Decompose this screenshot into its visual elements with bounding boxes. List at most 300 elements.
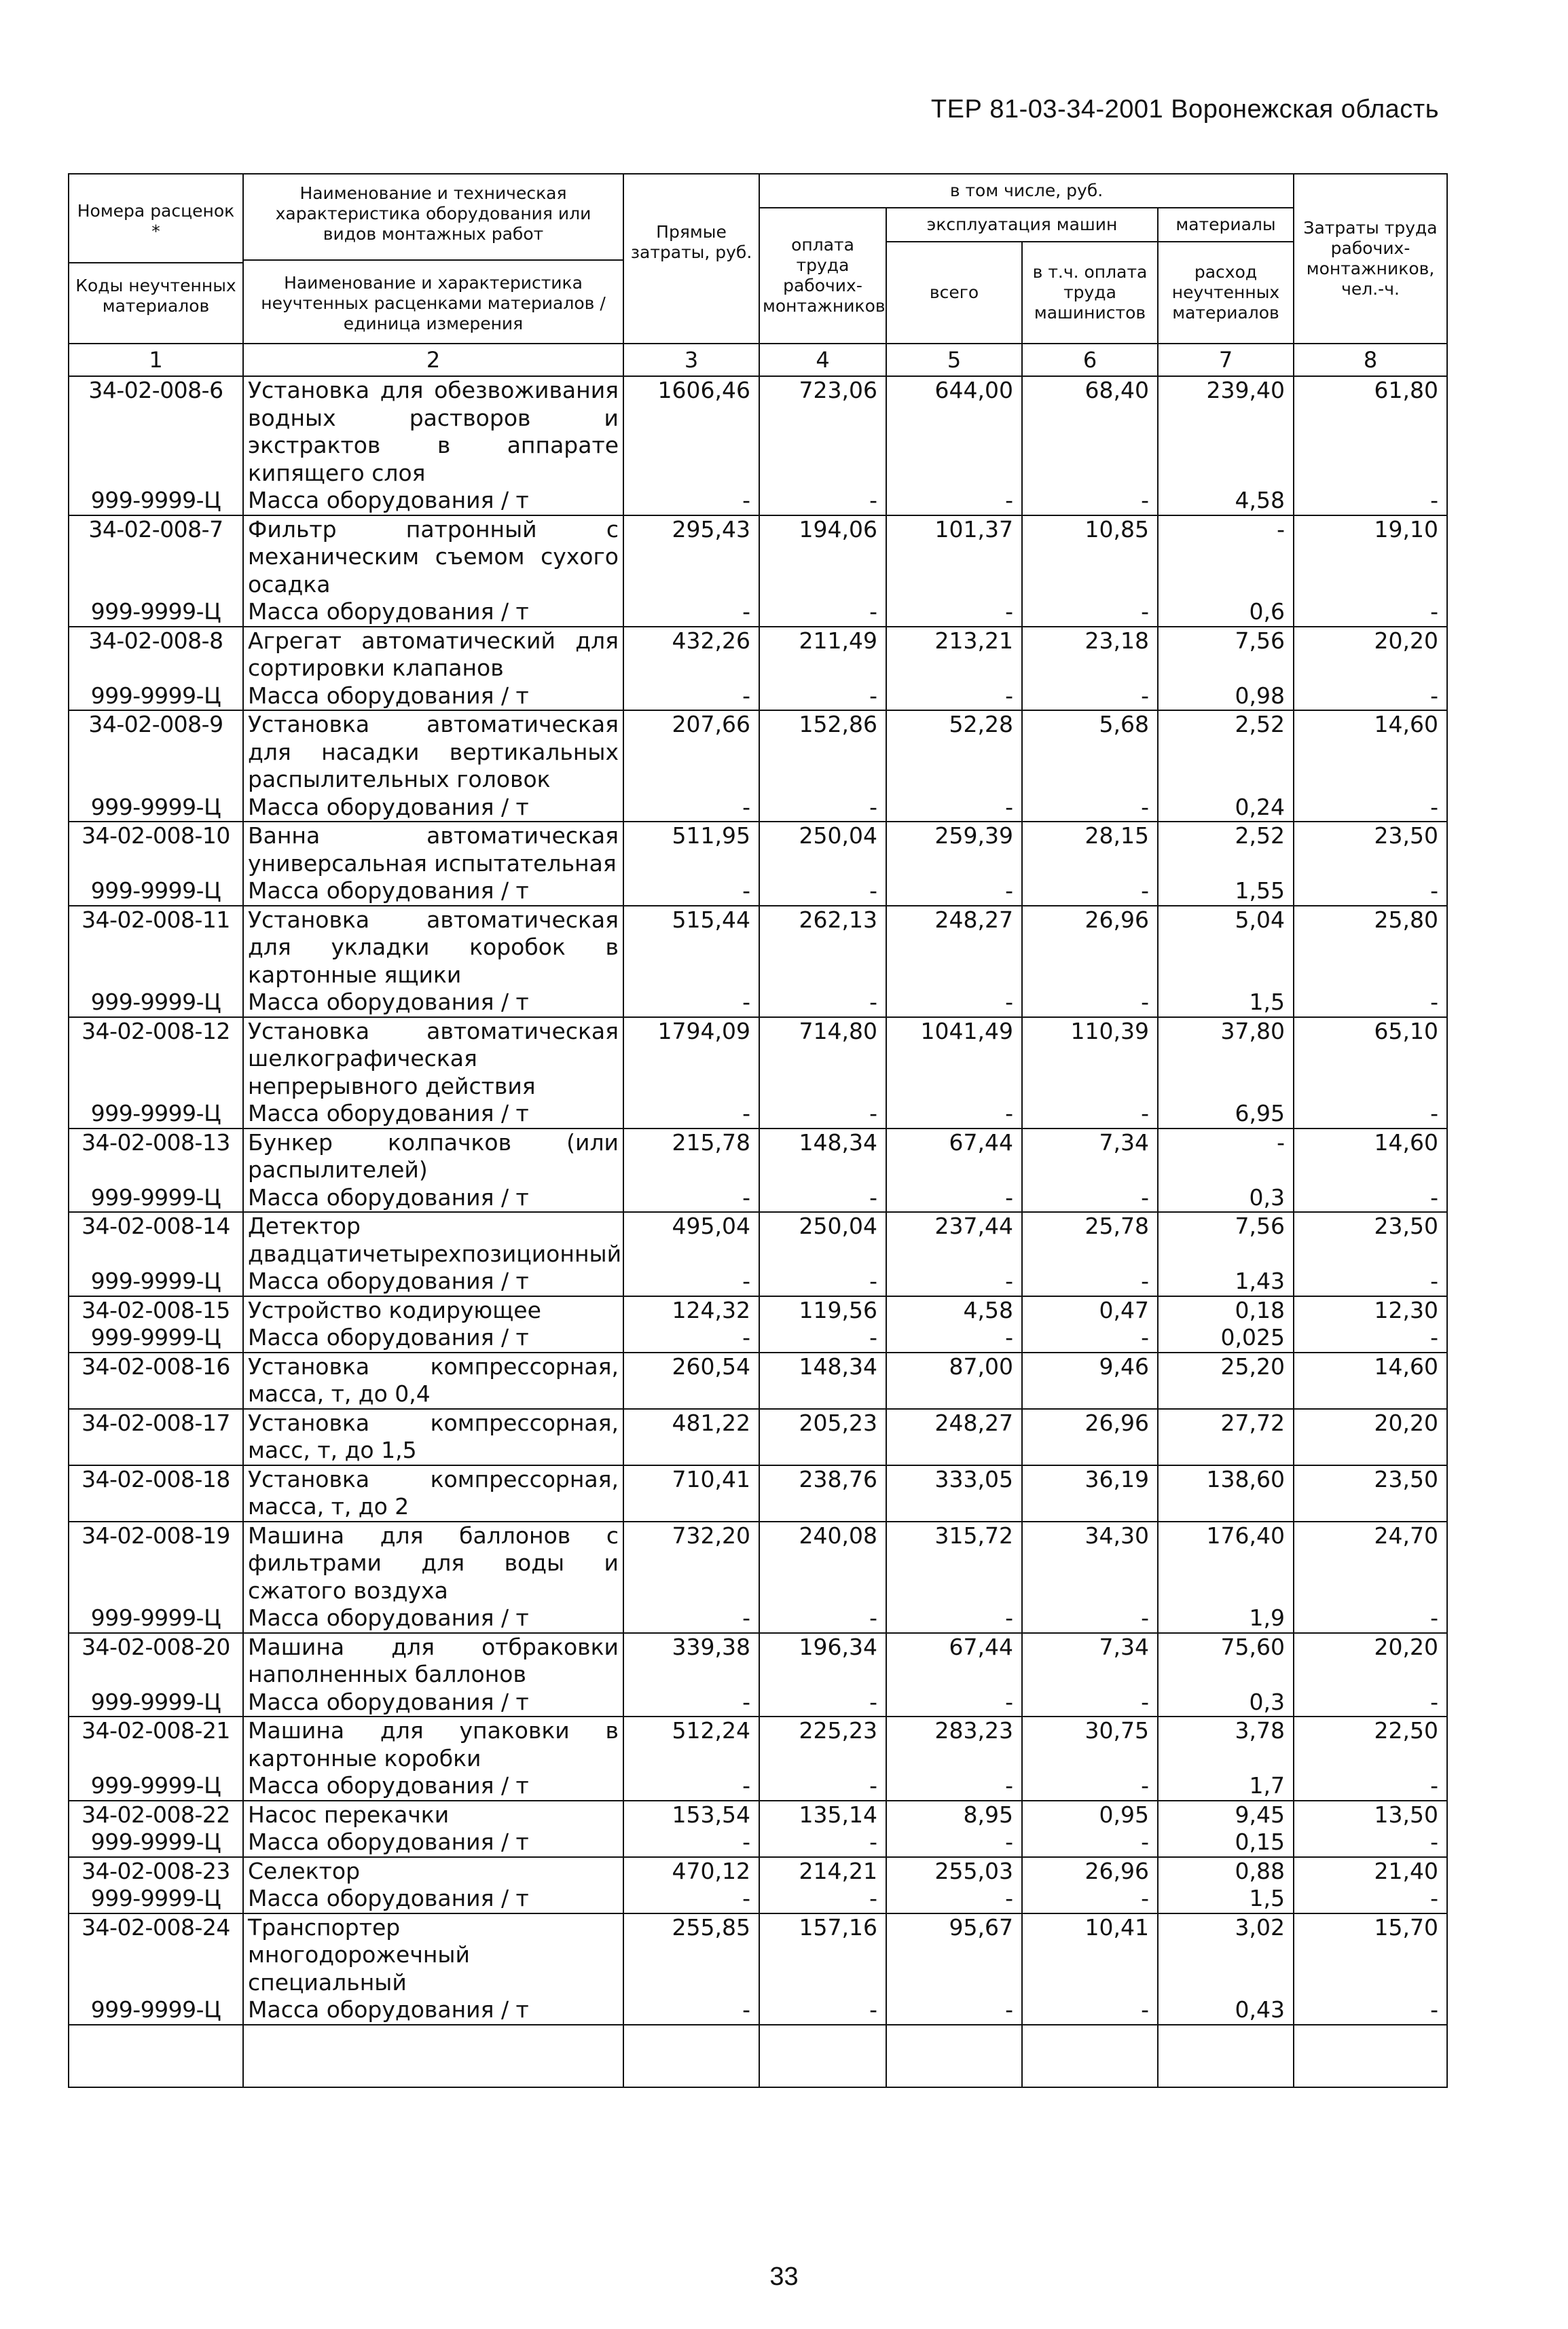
table-row xyxy=(69,906,1447,989)
machinists-cell: 110,39 xyxy=(1022,1017,1158,1101)
machines-cell: 1041,49 xyxy=(886,1017,1022,1101)
code-cell: 34-02-008-6 xyxy=(69,376,243,487)
labor-hours-cell: - xyxy=(1294,877,1447,906)
machines-cell: 8,95 xyxy=(886,1801,1022,1829)
code-cell: 999-9999-Ц xyxy=(69,1996,243,2025)
machinists-cell: - xyxy=(1022,1996,1158,2025)
labor-hours-cell: 12,30 xyxy=(1294,1296,1447,1325)
header-name xyxy=(243,174,623,344)
column-number: 7 xyxy=(1158,344,1294,376)
machinists-cell: - xyxy=(1022,1829,1158,1857)
materials-cell: 0,6 xyxy=(1158,598,1294,627)
machines-cell: 87,00 xyxy=(886,1353,1022,1409)
header-labor-pay: оплата труда рабочих-монтажников xyxy=(759,208,886,344)
machines-cell: 95,67 xyxy=(886,1913,1022,1997)
header-direct-costs: Прямые затраты, руб. xyxy=(623,174,759,344)
column-number: 1 xyxy=(69,344,243,376)
material-row xyxy=(69,794,1447,822)
header-material-codes: Коды неучтенных материалов xyxy=(69,262,242,316)
labor-hours-cell: 61,80 xyxy=(1294,376,1447,487)
labor-pay-cell: - xyxy=(759,989,886,1017)
labor-pay-cell: 240,08 xyxy=(759,1522,886,1605)
labor-hours-cell: 14,60 xyxy=(1294,1353,1447,1409)
materials-cell: - xyxy=(1158,515,1294,599)
machinists-cell: 10,41 xyxy=(1022,1913,1158,1997)
labor-hours-cell: - xyxy=(1294,598,1447,627)
labor-hours-cell: 19,10 xyxy=(1294,515,1447,599)
name-cell: Масса оборудования / т xyxy=(243,1885,623,1913)
machines-cell: 333,05 xyxy=(886,1465,1022,1522)
labor-hours-cell: - xyxy=(1294,1324,1447,1353)
material-row xyxy=(69,877,1447,906)
materials-cell: 3,02 xyxy=(1158,1913,1294,1997)
labor-hours-cell: - xyxy=(1294,1268,1447,1296)
machines-cell: - xyxy=(886,1100,1022,1129)
machines-cell: - xyxy=(886,1996,1022,2025)
column-numbers-row xyxy=(69,344,1447,376)
machines-cell: 237,44 xyxy=(886,1212,1022,1268)
labor-hours-cell: - xyxy=(1294,1772,1447,1801)
labor-pay-cell: 152,86 xyxy=(759,710,886,794)
direct-costs-cell: - xyxy=(623,1268,759,1296)
name-cell: Селектор xyxy=(243,1857,623,1886)
direct-costs-cell: 515,44 xyxy=(623,906,759,989)
code-cell: 999-9999-Ц xyxy=(69,1604,243,1633)
code-cell: 999-9999-Ц xyxy=(69,598,243,627)
labor-pay-cell: - xyxy=(759,1268,886,1296)
name-cell: Установка автоматическая для укладки коробок в картонные ящики xyxy=(243,906,623,989)
materials-cell: 3,78 xyxy=(1158,1717,1294,1772)
labor-pay-cell: - xyxy=(759,1689,886,1717)
direct-costs-cell: 1606,46 xyxy=(623,376,759,487)
machines-cell: 101,37 xyxy=(886,515,1022,599)
direct-costs-cell: - xyxy=(623,989,759,1017)
material-row xyxy=(69,1268,1447,1296)
blank-cell xyxy=(1022,2025,1158,2087)
material-row xyxy=(69,682,1447,711)
machinists-cell: 0,95 xyxy=(1022,1801,1158,1829)
machinists-cell: 7,34 xyxy=(1022,1129,1158,1184)
table-row xyxy=(69,1296,1447,1325)
direct-costs-cell: - xyxy=(623,1184,759,1213)
name-cell: Масса оборудования / т xyxy=(243,487,623,515)
labor-pay-cell: 205,23 xyxy=(759,1409,886,1465)
materials-cell: 1,43 xyxy=(1158,1268,1294,1296)
table-row xyxy=(69,1129,1447,1184)
machines-cell: - xyxy=(886,1829,1022,1857)
machines-cell: 213,21 xyxy=(886,627,1022,682)
labor-pay-cell: - xyxy=(759,1996,886,2025)
labor-pay-cell: 714,80 xyxy=(759,1017,886,1101)
materials-cell: 138,60 xyxy=(1158,1465,1294,1522)
rates-table xyxy=(68,173,1448,2088)
direct-costs-cell: - xyxy=(623,1772,759,1801)
labor-hours-cell: 23,50 xyxy=(1294,822,1447,877)
machines-cell: 259,39 xyxy=(886,822,1022,877)
materials-cell: 7,56 xyxy=(1158,1212,1294,1268)
machinists-cell: - xyxy=(1022,1100,1158,1129)
table-row xyxy=(69,1353,1447,1409)
materials-cell: 1,5 xyxy=(1158,989,1294,1017)
labor-hours-cell: 14,60 xyxy=(1294,1129,1447,1184)
code-cell: 999-9999-Ц xyxy=(69,1324,243,1353)
blank-cell xyxy=(759,2025,886,2087)
material-row xyxy=(69,1996,1447,2025)
labor-hours-cell: 65,10 xyxy=(1294,1017,1447,1101)
machines-cell: 255,03 xyxy=(886,1857,1022,1886)
machines-cell: 248,27 xyxy=(886,906,1022,989)
labor-hours-cell: - xyxy=(1294,1996,1447,2025)
labor-hours-cell: 24,70 xyxy=(1294,1522,1447,1605)
code-cell: 999-9999-Ц xyxy=(69,1184,243,1213)
materials-cell: 176,40 xyxy=(1158,1522,1294,1605)
materials-cell: 0,98 xyxy=(1158,682,1294,711)
materials-cell: 25,20 xyxy=(1158,1353,1294,1409)
table-row xyxy=(69,1633,1447,1689)
machines-cell: 67,44 xyxy=(886,1129,1022,1184)
name-cell: Масса оборудования / т xyxy=(243,1604,623,1633)
machinists-cell: 26,96 xyxy=(1022,1857,1158,1886)
machinists-cell: 0,47 xyxy=(1022,1296,1158,1325)
code-cell: 999-9999-Ц xyxy=(69,989,243,1017)
labor-hours-cell: - xyxy=(1294,1885,1447,1913)
machinists-cell: - xyxy=(1022,1268,1158,1296)
labor-pay-cell: - xyxy=(759,1324,886,1353)
machinists-cell: - xyxy=(1022,794,1158,822)
name-cell: Установка компрессорная, масса, т, до 0,4 xyxy=(243,1353,623,1409)
materials-cell: 0,18 xyxy=(1158,1296,1294,1325)
code-cell: 34-02-008-14 xyxy=(69,1212,243,1268)
machinists-cell: 28,15 xyxy=(1022,822,1158,877)
materials-cell: 0,88 xyxy=(1158,1857,1294,1886)
machinists-cell: 34,30 xyxy=(1022,1522,1158,1605)
code-cell: 34-02-008-21 xyxy=(69,1717,243,1772)
material-row xyxy=(69,598,1447,627)
direct-costs-cell: - xyxy=(623,1604,759,1633)
code-cell: 34-02-008-13 xyxy=(69,1129,243,1184)
code-cell: 34-02-008-7 xyxy=(69,515,243,599)
material-row xyxy=(69,1885,1447,1913)
direct-costs-cell: - xyxy=(623,487,759,515)
name-cell: Масса оборудования / т xyxy=(243,989,623,1017)
machines-cell: - xyxy=(886,1689,1022,1717)
direct-costs-cell: 295,43 xyxy=(623,515,759,599)
labor-hours-cell: 23,50 xyxy=(1294,1212,1447,1268)
labor-pay-cell: - xyxy=(759,1100,886,1129)
name-cell: Масса оборудования / т xyxy=(243,1772,623,1801)
blank-cell xyxy=(886,2025,1022,2087)
material-row xyxy=(69,1689,1447,1717)
material-row xyxy=(69,1604,1447,1633)
table-row xyxy=(69,1717,1447,1772)
machines-cell: - xyxy=(886,794,1022,822)
machines-cell: - xyxy=(886,598,1022,627)
machinists-cell: - xyxy=(1022,487,1158,515)
materials-cell: 0,43 xyxy=(1158,1996,1294,2025)
machinists-cell: 36,19 xyxy=(1022,1465,1158,1522)
name-cell: Установка автоматическая шелкографическая непрерывного действия xyxy=(243,1017,623,1101)
labor-pay-cell: 119,56 xyxy=(759,1296,886,1325)
labor-pay-cell: - xyxy=(759,1604,886,1633)
direct-costs-cell: 732,20 xyxy=(623,1522,759,1605)
code-cell: 999-9999-Ц xyxy=(69,1772,243,1801)
machinists-cell: - xyxy=(1022,1772,1158,1801)
header-name-materials: Наименование и характеристика неучтенных расценками материалов / единица измерения xyxy=(244,259,623,334)
name-cell: Масса оборудования / т xyxy=(243,598,623,627)
direct-costs-cell: - xyxy=(623,1100,759,1129)
materials-cell: 9,45 xyxy=(1158,1801,1294,1829)
machines-cell: 248,27 xyxy=(886,1409,1022,1465)
machinists-cell: 30,75 xyxy=(1022,1717,1158,1772)
code-cell: 999-9999-Ц xyxy=(69,1689,243,1717)
code-cell: 999-9999-Ц xyxy=(69,1268,243,1296)
labor-pay-cell: 194,06 xyxy=(759,515,886,599)
labor-hours-cell: 25,80 xyxy=(1294,906,1447,989)
machinists-cell: - xyxy=(1022,1604,1158,1633)
machines-cell: 67,44 xyxy=(886,1633,1022,1689)
materials-cell: 7,56 xyxy=(1158,627,1294,682)
material-row xyxy=(69,1100,1447,1129)
name-cell: Детектор двадцатичетырехпозиционный xyxy=(243,1212,623,1268)
labor-hours-cell: - xyxy=(1294,1689,1447,1717)
material-row xyxy=(69,1324,1447,1353)
direct-costs-cell: - xyxy=(623,794,759,822)
header-unaccounted-materials: расход неучтенных материалов xyxy=(1158,242,1294,344)
machinists-cell: - xyxy=(1022,989,1158,1017)
name-cell: Установка для обезвоживания водных растворов и экстрактов в аппарате кипящего слоя xyxy=(243,376,623,487)
name-cell: Бункер колпачков (или распылителей) xyxy=(243,1129,623,1184)
labor-pay-cell: - xyxy=(759,794,886,822)
direct-costs-cell: - xyxy=(623,1996,759,2025)
labor-hours-cell: 13,50 xyxy=(1294,1801,1447,1829)
labor-hours-cell: - xyxy=(1294,1829,1447,1857)
table-row xyxy=(69,1409,1447,1465)
direct-costs-cell: 153,54 xyxy=(623,1801,759,1829)
machinists-cell: 9,46 xyxy=(1022,1353,1158,1409)
direct-costs-cell: 215,78 xyxy=(623,1129,759,1184)
machines-cell: 283,23 xyxy=(886,1717,1022,1772)
machines-cell: - xyxy=(886,487,1022,515)
code-cell: 34-02-008-10 xyxy=(69,822,243,877)
materials-cell: 0,15 xyxy=(1158,1829,1294,1857)
materials-cell: 1,5 xyxy=(1158,1885,1294,1913)
labor-pay-cell: 148,34 xyxy=(759,1353,886,1409)
materials-cell: 1,55 xyxy=(1158,877,1294,906)
labor-pay-cell: 262,13 xyxy=(759,906,886,989)
labor-hours-cell: - xyxy=(1294,1184,1447,1213)
machinists-cell: - xyxy=(1022,598,1158,627)
name-cell: Масса оборудования / т xyxy=(243,1324,623,1353)
materials-cell: 0,24 xyxy=(1158,794,1294,822)
labor-hours-cell: 21,40 xyxy=(1294,1857,1447,1886)
name-cell: Ванна автоматическая универсальная испытательная xyxy=(243,822,623,877)
labor-pay-cell: 214,21 xyxy=(759,1857,886,1886)
direct-costs-cell: 1794,09 xyxy=(623,1017,759,1101)
machines-cell: 315,72 xyxy=(886,1522,1022,1605)
machinists-cell: - xyxy=(1022,877,1158,906)
code-cell: 999-9999-Ц xyxy=(69,1829,243,1857)
direct-costs-cell: - xyxy=(623,1689,759,1717)
direct-costs-cell: 260,54 xyxy=(623,1353,759,1409)
code-cell: 34-02-008-11 xyxy=(69,906,243,989)
header-machines: эксплуатация машин xyxy=(886,208,1158,242)
name-cell: Машина для отбраковки наполненных баллонов xyxy=(243,1633,623,1689)
column-number: 4 xyxy=(759,344,886,376)
machinists-cell: - xyxy=(1022,1689,1158,1717)
material-row xyxy=(69,1772,1447,1801)
name-cell: Устройство кодирующее xyxy=(243,1296,623,1325)
labor-pay-cell: - xyxy=(759,877,886,906)
labor-pay-cell: 250,04 xyxy=(759,822,886,877)
material-row xyxy=(69,989,1447,1017)
code-cell: 999-9999-Ц xyxy=(69,794,243,822)
table-body xyxy=(69,376,1447,2087)
machinists-cell: 23,18 xyxy=(1022,627,1158,682)
table-row xyxy=(69,627,1447,682)
machinists-cell: 25,78 xyxy=(1022,1212,1158,1268)
materials-cell: 2,52 xyxy=(1158,822,1294,877)
direct-costs-cell: 511,95 xyxy=(623,822,759,877)
direct-costs-cell: - xyxy=(623,877,759,906)
column-number: 2 xyxy=(243,344,623,376)
labor-pay-cell: 225,23 xyxy=(759,1717,886,1772)
labor-hours-cell: - xyxy=(1294,989,1447,1017)
code-cell: 34-02-008-20 xyxy=(69,1633,243,1689)
code-cell: 34-02-008-24 xyxy=(69,1913,243,1997)
labor-hours-cell: 23,50 xyxy=(1294,1465,1447,1522)
machinists-cell: 5,68 xyxy=(1022,710,1158,794)
blank-cell xyxy=(1294,2025,1447,2087)
code-cell: 999-9999-Ц xyxy=(69,1100,243,1129)
direct-costs-cell: 481,22 xyxy=(623,1409,759,1465)
name-cell: Масса оборудования / т xyxy=(243,877,623,906)
machines-cell: 52,28 xyxy=(886,710,1022,794)
labor-pay-cell: 135,14 xyxy=(759,1801,886,1829)
name-cell: Установка компрессорная, масс, т, до 1,5 xyxy=(243,1409,623,1465)
labor-pay-cell: 148,34 xyxy=(759,1129,886,1184)
name-cell: Масса оборудования / т xyxy=(243,1100,623,1129)
code-cell: 34-02-008-15 xyxy=(69,1296,243,1325)
name-cell: Агрегат автоматический для сортировки клапанов xyxy=(243,627,623,682)
labor-pay-cell: - xyxy=(759,598,886,627)
code-cell: 34-02-008-16 xyxy=(69,1353,243,1409)
materials-cell: 0,3 xyxy=(1158,1184,1294,1213)
code-cell: 34-02-008-8 xyxy=(69,627,243,682)
table-row xyxy=(69,1857,1447,1886)
table-row xyxy=(69,1212,1447,1268)
machinists-cell: 68,40 xyxy=(1022,376,1158,487)
labor-pay-cell: - xyxy=(759,682,886,711)
labor-hours-cell: 20,20 xyxy=(1294,1409,1447,1465)
name-cell: Насос перекачки xyxy=(243,1801,623,1829)
name-cell: Транспортер многодорожечный специальный xyxy=(243,1913,623,1997)
machines-cell: - xyxy=(886,1604,1022,1633)
header-machines-total: всего xyxy=(886,242,1022,344)
machines-cell: - xyxy=(886,682,1022,711)
labor-hours-cell: 20,20 xyxy=(1294,627,1447,682)
materials-cell: 5,04 xyxy=(1158,906,1294,989)
materials-cell: 37,80 xyxy=(1158,1017,1294,1101)
materials-cell: 2,52 xyxy=(1158,710,1294,794)
labor-hours-cell: - xyxy=(1294,1100,1447,1129)
code-cell: 999-9999-Ц xyxy=(69,487,243,515)
materials-cell: 6,95 xyxy=(1158,1100,1294,1129)
material-row xyxy=(69,1829,1447,1857)
direct-costs-cell: - xyxy=(623,598,759,627)
column-number: 6 xyxy=(1022,344,1158,376)
machinists-cell: 26,96 xyxy=(1022,906,1158,989)
header-machinists: в т.ч. оплата труда машинистов xyxy=(1022,242,1158,344)
page-number: 33 xyxy=(769,2262,799,2291)
blank-cell xyxy=(1158,2025,1294,2087)
labor-pay-cell: - xyxy=(759,1772,886,1801)
document-title: ТЕР 81-03-34-2001 Воронежская область xyxy=(930,95,1439,124)
labor-pay-cell: 157,16 xyxy=(759,1913,886,1997)
column-number: 5 xyxy=(886,344,1022,376)
blank-cell xyxy=(623,2025,759,2087)
labor-hours-cell: - xyxy=(1294,682,1447,711)
labor-pay-cell: - xyxy=(759,1829,886,1857)
direct-costs-cell: - xyxy=(623,682,759,711)
blank-cell xyxy=(243,2025,623,2087)
materials-cell: 0,025 xyxy=(1158,1324,1294,1353)
machinists-cell: 26,96 xyxy=(1022,1409,1158,1465)
column-number: 3 xyxy=(623,344,759,376)
name-cell: Установка компрессорная, масса, т, до 2 xyxy=(243,1465,623,1522)
machines-cell: - xyxy=(886,1885,1022,1913)
table-row xyxy=(69,515,1447,599)
labor-hours-cell: 20,20 xyxy=(1294,1633,1447,1689)
direct-costs-cell: - xyxy=(623,1829,759,1857)
code-cell: 999-9999-Ц xyxy=(69,877,243,906)
materials-cell: 4,58 xyxy=(1158,487,1294,515)
labor-pay-cell: - xyxy=(759,487,886,515)
header-rate-numbers xyxy=(69,174,243,344)
materials-cell: 27,72 xyxy=(1158,1409,1294,1465)
direct-costs-cell: - xyxy=(623,1885,759,1913)
code-cell: 34-02-008-12 xyxy=(69,1017,243,1101)
direct-costs-cell: 710,41 xyxy=(623,1465,759,1522)
machines-cell: - xyxy=(886,1268,1022,1296)
header-materials: материалы xyxy=(1158,208,1294,242)
name-cell: Масса оборудования / т xyxy=(243,794,623,822)
direct-costs-cell: 339,38 xyxy=(623,1633,759,1689)
name-cell: Масса оборудования / т xyxy=(243,1268,623,1296)
labor-hours-cell: - xyxy=(1294,794,1447,822)
machinists-cell: - xyxy=(1022,1184,1158,1213)
code-cell: 999-9999-Ц xyxy=(69,1885,243,1913)
labor-hours-cell: - xyxy=(1294,1604,1447,1633)
direct-costs-cell: 470,12 xyxy=(623,1857,759,1886)
name-cell: Масса оборудования / т xyxy=(243,1829,623,1857)
code-cell: 999-9999-Ц xyxy=(69,682,243,711)
table-row xyxy=(69,1465,1447,1522)
header-including: в том числе, руб. xyxy=(759,174,1294,208)
name-cell: Масса оборудования / т xyxy=(243,1689,623,1717)
machines-cell: - xyxy=(886,1184,1022,1213)
direct-costs-cell: 255,85 xyxy=(623,1913,759,1997)
machinists-cell: - xyxy=(1022,1324,1158,1353)
labor-pay-cell: 238,76 xyxy=(759,1465,886,1522)
direct-costs-cell: 432,26 xyxy=(623,627,759,682)
table-row xyxy=(69,1913,1447,1997)
table-header xyxy=(69,174,1447,376)
name-cell: Машина для баллонов с фильтрами для воды и сжатого воздуха xyxy=(243,1522,623,1605)
machines-cell: - xyxy=(886,1772,1022,1801)
code-cell: 34-02-008-18 xyxy=(69,1465,243,1522)
header-labor-costs: Затраты труда рабочих-монтажников, чел.-ч. xyxy=(1294,174,1447,344)
code-cell: 34-02-008-17 xyxy=(69,1409,243,1465)
